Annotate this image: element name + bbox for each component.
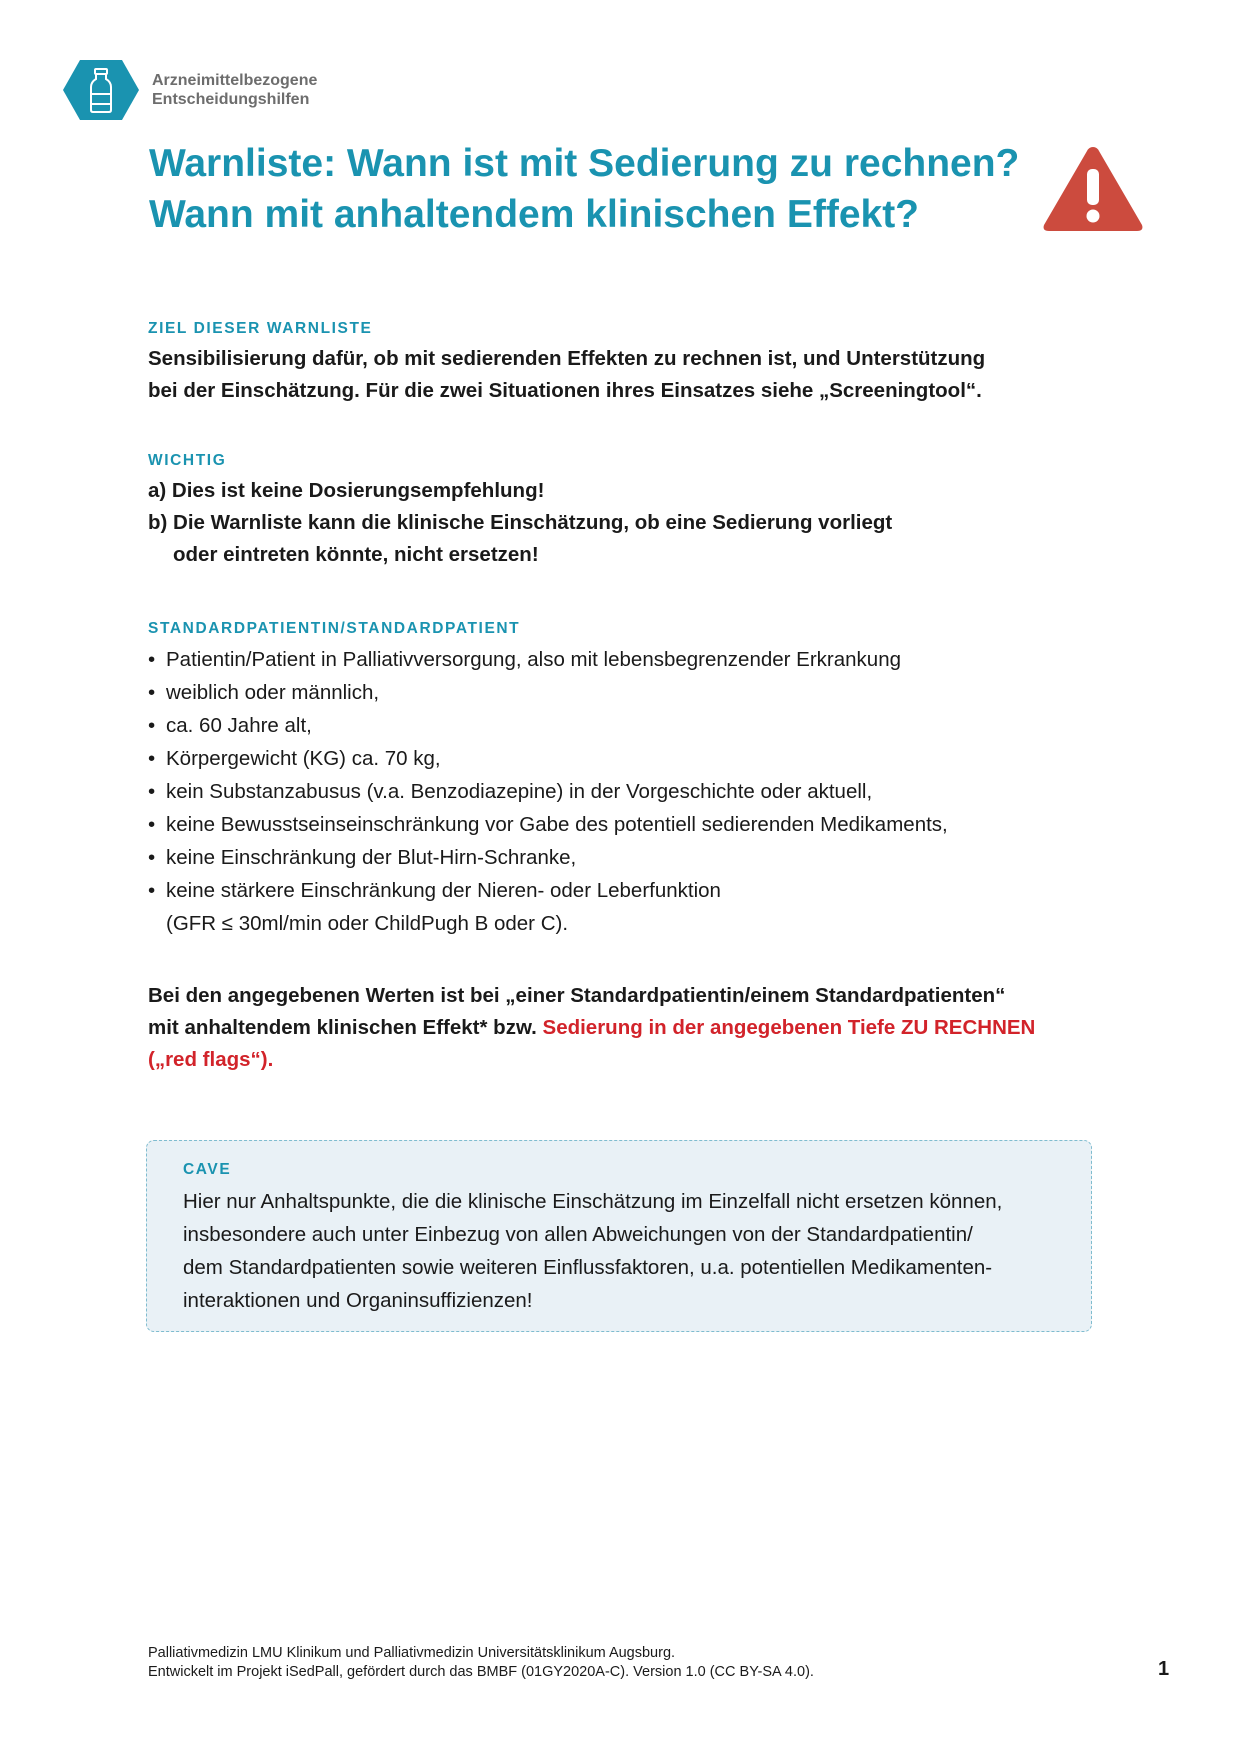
bullet: • xyxy=(148,714,156,737)
standard-patient-section xyxy=(148,620,948,940)
cave-line-3: dem Standardpatienten sowie weiteren Einflussfaktoren, u.a. potentiellen Medikamenten- xyxy=(183,1256,993,1279)
bullet: • xyxy=(148,813,156,836)
values-note-line-2-red: Sedierung in der angegebenen Tiefe ZU RECHNEN xyxy=(542,1016,1036,1039)
goal-line-1: Sensibilisierung dafür, ob mit sedierenden Effekten zu rechnen ist, und Unterstützung xyxy=(148,347,986,370)
list-item xyxy=(148,775,948,808)
list-item-text: Patientin/Patient in Palliativversorgung, also mit lebensbegrenzender Erkrankung xyxy=(166,648,902,671)
list-item xyxy=(148,742,948,775)
list-item xyxy=(148,709,948,742)
header xyxy=(62,58,317,122)
goal-line-2: bei der Einschätzung. Für die zwei Situationen ihres Einsatzes siehe „Screeningtool“. xyxy=(148,379,982,402)
values-note-line-2 xyxy=(148,1012,1108,1044)
cave-label: CAVE xyxy=(183,1161,232,1178)
cave-box xyxy=(146,1140,1092,1332)
important-section xyxy=(148,452,892,571)
list-item xyxy=(148,874,948,907)
important-item-a: a) Dies ist keine Dosierungsempfehlung! xyxy=(148,479,545,502)
list-item-text: Körpergewicht (KG) ca. 70 kg, xyxy=(166,747,441,770)
bullet: • xyxy=(148,846,156,869)
footer-line-1: Palliativmedizin LMU Klinikum und Palliativmedizin Universitätsklinikum Augsburg. xyxy=(148,1645,676,1661)
warning-triangle-icon xyxy=(1041,143,1145,235)
list-item-continuation xyxy=(148,907,948,940)
brand-line-1: Arzneimittelbezogene xyxy=(152,72,318,89)
values-note-line-2-black: mit anhaltendem klinischen Effekt* bzw. xyxy=(148,1016,543,1039)
bullet: • xyxy=(148,780,156,803)
list-item xyxy=(148,841,948,874)
values-note-section xyxy=(148,980,1108,1076)
values-note-line-1: Bei den angegebenen Werten ist bei „einer Standardpatientin/einem Standardpatienten“ xyxy=(148,984,1006,1007)
standard-patient-list xyxy=(148,643,948,940)
important-item-b-line-1: b) Die Warnliste kann die klinische Einschätzung, ob eine Sedierung vorliegt xyxy=(148,511,893,534)
list-item-text: keine Bewusstseinseinschränkung vor Gabe des potentiell sedierenden Medikaments, xyxy=(166,813,948,836)
brand-line-2: Entscheidungshilfen xyxy=(152,91,310,108)
footer xyxy=(148,1644,814,1682)
brand-name xyxy=(152,71,317,109)
title-line-2: Wann mit anhaltendem klinischen Effekt? xyxy=(149,193,920,236)
list-item xyxy=(148,808,948,841)
footer-line-2: Entwickelt im Projekt iSedPall, gefördert durch das BMBF (01GY2020A-C). Version 1.0 (CC BY-SA 4.0). xyxy=(148,1664,814,1680)
page-title xyxy=(149,138,1029,240)
list-item-text: keine Einschränkung der Blut-Hirn-Schranke, xyxy=(166,846,577,869)
cave-line-2: insbesondere auch unter Einbezug von allen Abweichungen von der Standardpatientin/ xyxy=(183,1223,973,1246)
standard-patient-label: STANDARDPATIENTIN/STANDARDPATIENT xyxy=(148,620,521,637)
bullet: • xyxy=(148,681,156,704)
bullet: • xyxy=(148,747,156,770)
list-item xyxy=(148,643,948,676)
list-item xyxy=(148,676,948,709)
cave-line-4: interaktionen und Organinsuffizienzen! xyxy=(183,1289,533,1312)
title-line-1: Warnliste: Wann ist mit Sedierung zu rechnen? xyxy=(149,142,1020,185)
medicine-bottle-icon xyxy=(62,58,140,122)
list-item-text: keine stärkere Einschränkung der Nieren- oder Leberfunktion xyxy=(166,879,721,902)
important-item-b-line-2: oder eintreten könnte, nicht ersetzen! xyxy=(173,543,539,566)
bullet: • xyxy=(148,879,156,902)
page-number: 1 xyxy=(1158,1658,1170,1680)
cave-line-1: Hier nur Anhaltspunkte, die die klinische Einschätzung im Einzelfall nicht ersetzen können, xyxy=(183,1190,1003,1213)
important-label: WICHTIG xyxy=(148,452,227,469)
goal-section xyxy=(148,320,985,407)
list-item-text: ca. 60 Jahre alt, xyxy=(166,714,312,737)
list-item-text: weiblich oder männlich, xyxy=(166,681,380,704)
goal-label: ZIEL DIESER WARNLISTE xyxy=(148,320,373,337)
continuation-text: (GFR ≤ 30ml/min oder ChildPugh B oder C). xyxy=(166,912,569,935)
list-item-text: kein Substanzabusus (v.a. Benzodiazepine) in der Vorgeschichte oder aktuell, xyxy=(166,780,873,803)
values-note-line-3: („red flags“). xyxy=(148,1048,274,1071)
bullet: • xyxy=(148,648,156,671)
